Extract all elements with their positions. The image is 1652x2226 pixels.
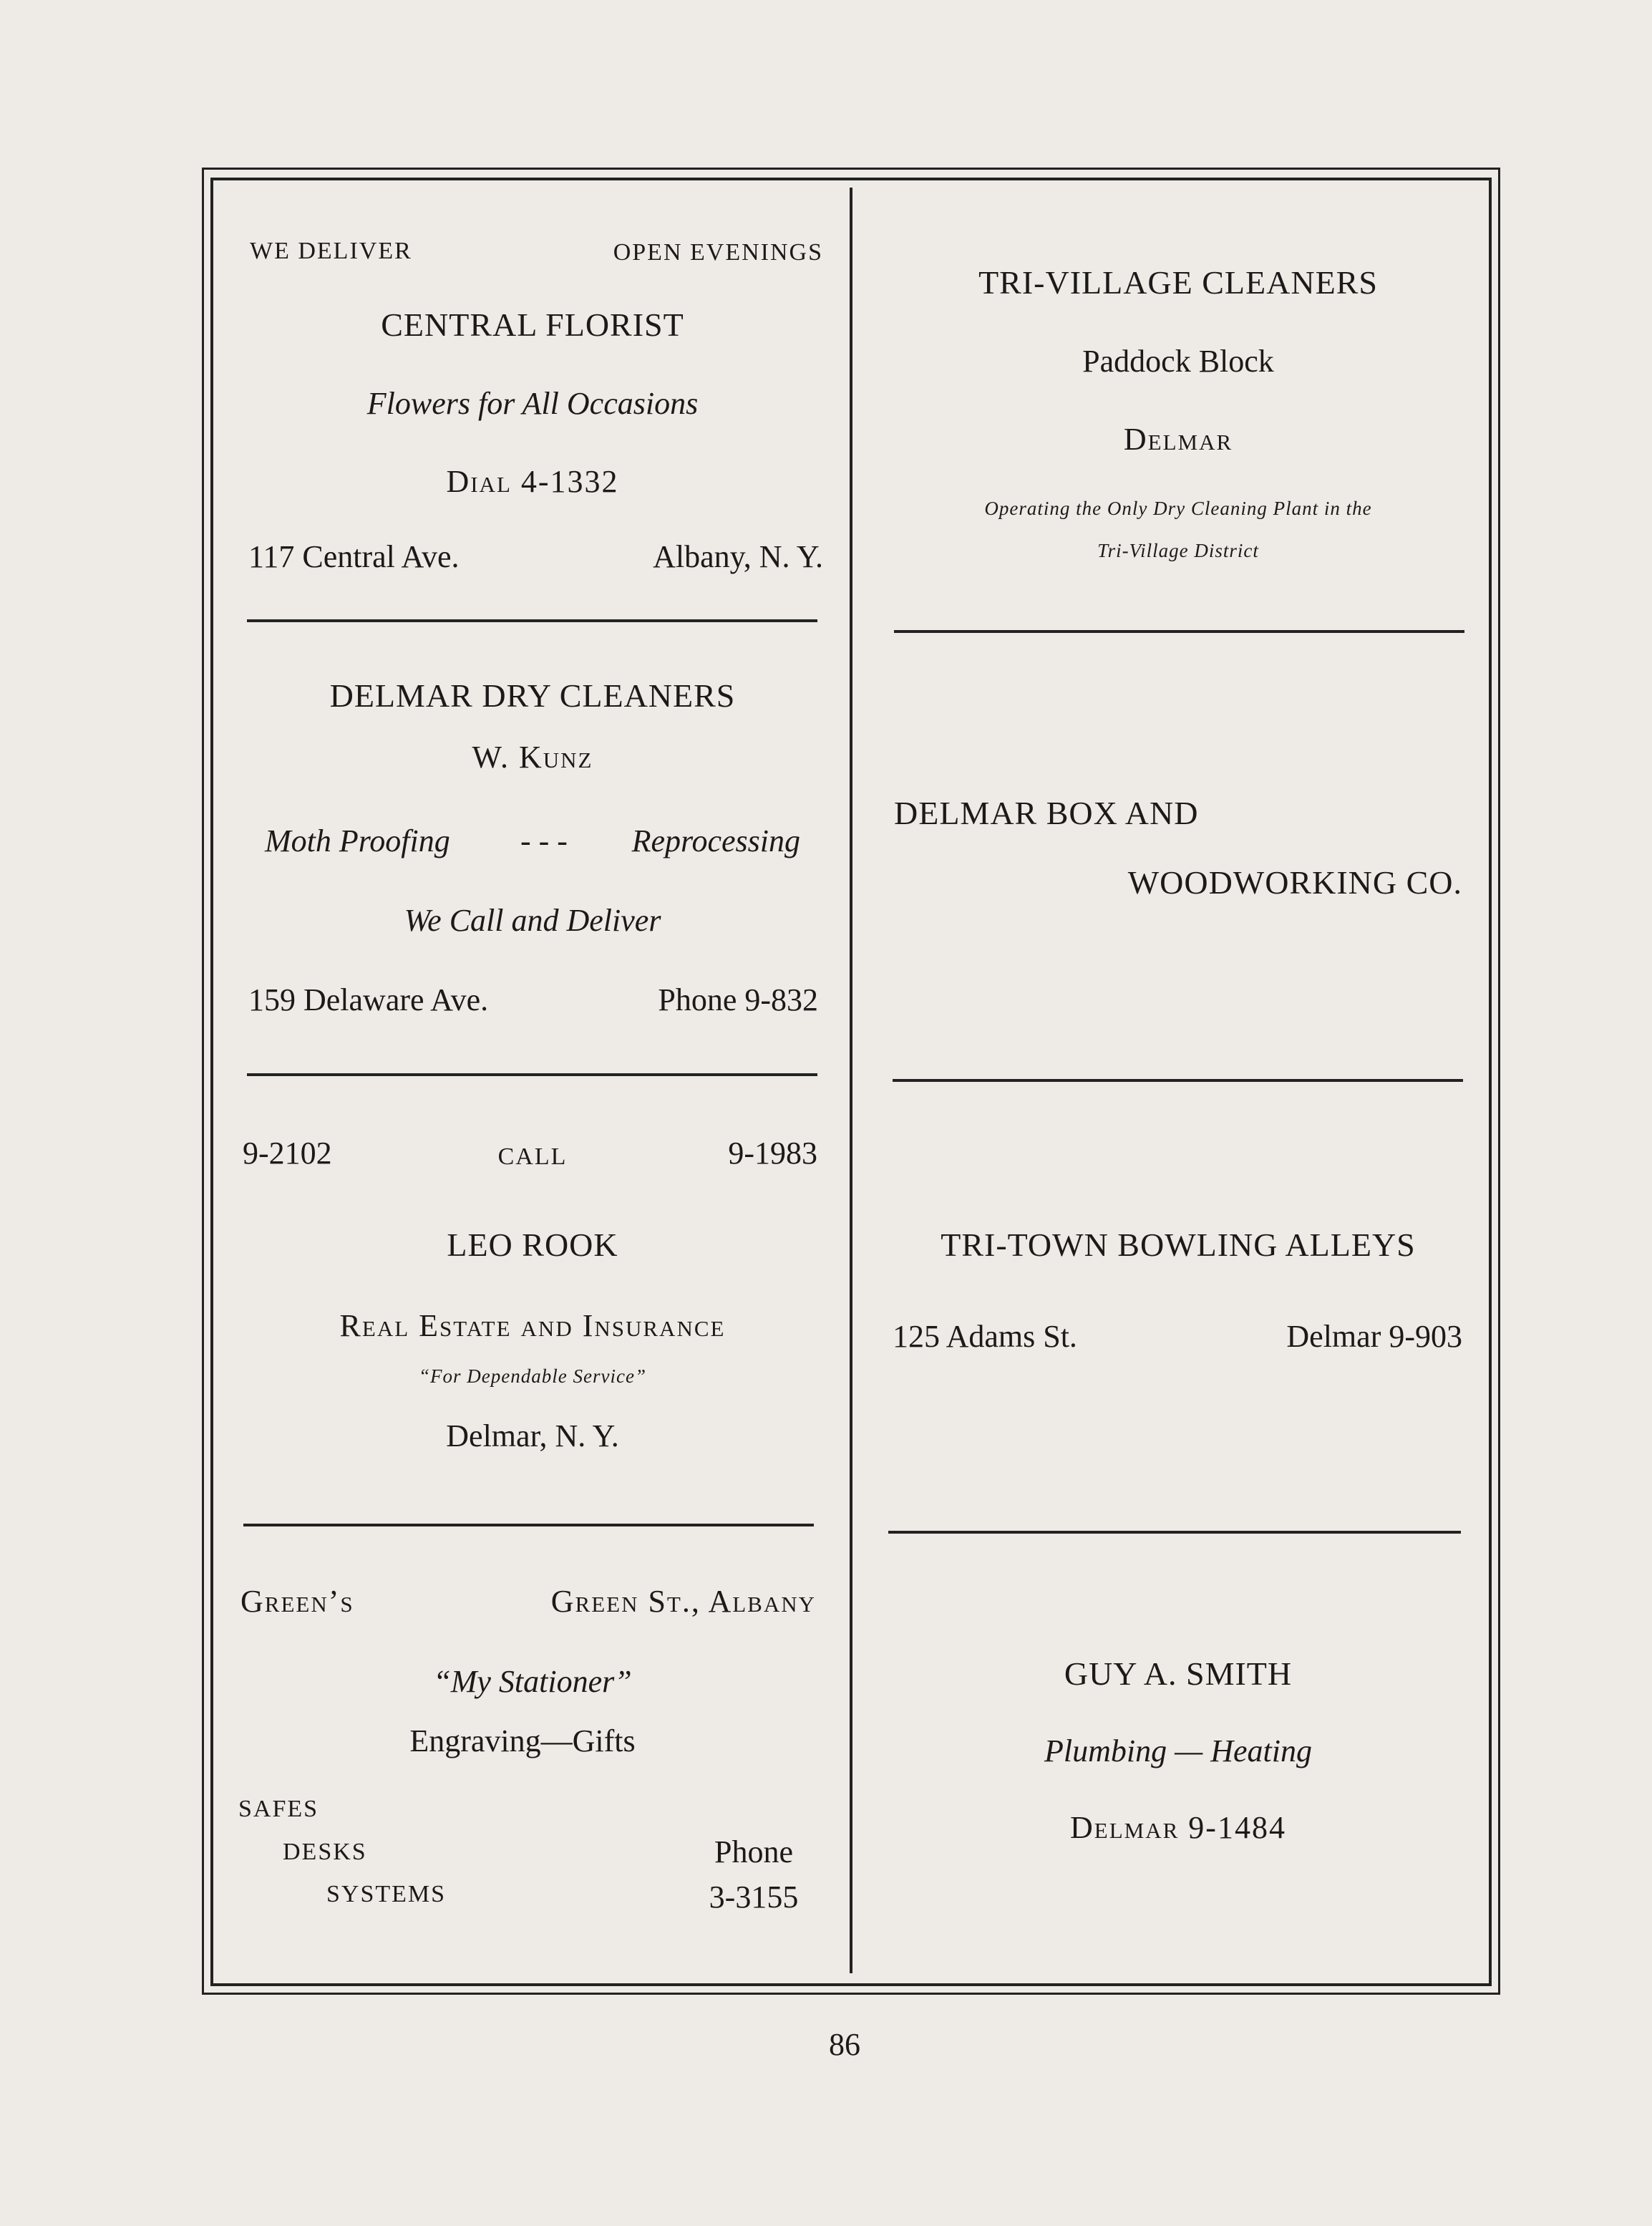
city: Delmar, N. Y. <box>446 1418 619 1453</box>
location: Paddock Block <box>1082 344 1274 379</box>
business-name: DELMAR DRY CLEANERS <box>329 677 736 714</box>
business-name: TRI-TOWN BOWLING ALLEYS <box>941 1226 1416 1263</box>
slogan: “My Stationer” <box>433 1664 632 1699</box>
business-name: GUY A. SMITH <box>1064 1655 1293 1692</box>
separator-rule <box>888 1531 1461 1534</box>
phone-label: Phone <box>714 1834 793 1869</box>
delivery: We Call and Deliver <box>404 903 661 938</box>
business-type: Real Estate and Insurance <box>339 1308 726 1343</box>
address: Green St., Albany <box>550 1584 816 1619</box>
note-line-1: Operating the Only Dry Cleaning Plant in the <box>984 498 1372 519</box>
business-name-line-1: DELMAR BOX AND <box>894 795 1199 831</box>
page-number: 86 <box>829 2027 860 2062</box>
city: Albany, N. Y. <box>653 539 823 574</box>
business-name: TRI-VILLAGE CLEANERS <box>978 264 1378 301</box>
service-moth-proofing: Moth Proofing <box>265 823 450 858</box>
product-desks: DESKS <box>283 1839 367 1865</box>
address: 117 Central Ave. <box>248 539 460 574</box>
services: Engraving—Gifts <box>409 1723 636 1758</box>
note-line-2: Tri-Village District <box>1097 540 1259 561</box>
town: Delmar <box>1123 422 1233 457</box>
phone: Phone 9-832 <box>658 982 818 1017</box>
column-divider <box>850 188 852 1973</box>
call-label: CALL <box>497 1143 568 1170</box>
tag-we-deliver: WE DELIVER <box>250 238 412 264</box>
owner: W. Kunz <box>472 740 593 775</box>
phone: 3-3155 <box>709 1879 799 1915</box>
slogan: “For Dependable Service” <box>419 1365 646 1387</box>
address: 125 Adams St. <box>893 1319 1077 1354</box>
separator-rule <box>247 619 817 622</box>
separator-rule <box>893 1079 1463 1082</box>
product-systems: SYSTEMS <box>326 1881 447 1907</box>
business-name-line-2: WOODWORKING CO. <box>1127 864 1462 901</box>
business-name: LEO ROOK <box>447 1226 618 1263</box>
separator-rule <box>894 630 1464 633</box>
services: Plumbing — Heating <box>1044 1733 1312 1768</box>
product-safes: SAFES <box>238 1796 319 1822</box>
phone: Dial 4-1332 <box>446 464 619 499</box>
slogan: Flowers for All Occasions <box>366 386 699 421</box>
tag-open-evenings: OPEN EVENINGS <box>613 239 823 266</box>
phone-right: 9-1983 <box>728 1136 817 1171</box>
address: 159 Delaware Ave. <box>248 982 489 1017</box>
service-reprocessing: Reprocessing <box>631 823 800 858</box>
separator-rule <box>243 1524 814 1526</box>
business-name: CENTRAL FLORIST <box>381 306 684 343</box>
phone: Delmar 9-903 <box>1286 1319 1462 1354</box>
separator-rule <box>247 1073 817 1076</box>
service-separator: - - - <box>520 823 568 858</box>
business-name: Green’s <box>240 1584 354 1619</box>
phone: Delmar 9-1484 <box>1070 1810 1286 1845</box>
phone-left: 9-2102 <box>243 1136 332 1171</box>
